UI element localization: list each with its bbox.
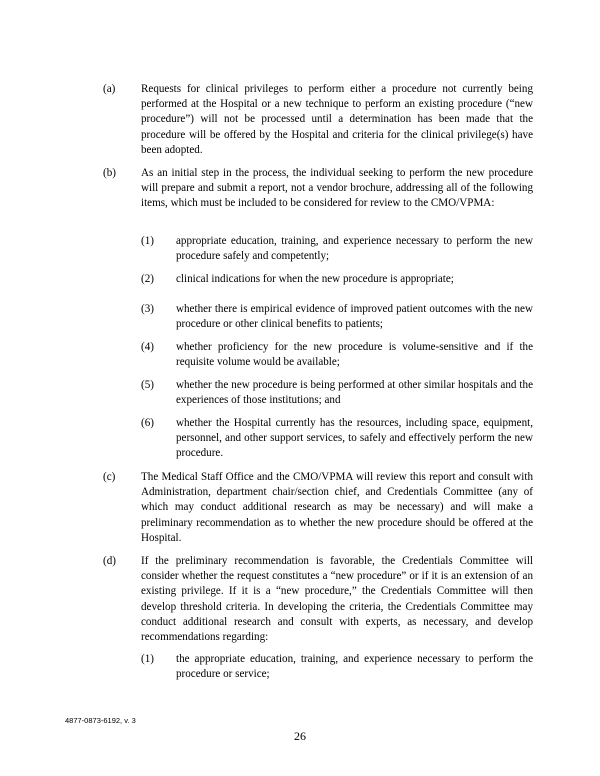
list-item-b6 [141,416,533,462]
list-item-d1-text: the appropriate education, training, and experience necessary to perform the procedure or service; [176,653,533,681]
list-item-b3 [141,302,533,332]
list-item-b3-label: (3) [141,303,154,315]
list-item-b6-text: whether the Hospital currently has the resources, including space, equipment, personnel, and other support services, to safely and effectively perform the new procedure. [176,417,533,460]
document-id: 4877-0873-6192, v. 3 [65,716,136,725]
list-item-b2-text: clinical indications for when the new procedure is appropriate; [176,273,454,285]
list-item-b4-text: whether proficiency for the new procedure is volume-sensitive and if the requisite volume would be available; [176,341,533,369]
list-item-b4-label: (4) [141,341,154,353]
page-number: 26 [294,729,306,743]
list-item-b3-text: whether there is empirical evidence of improved patient outcomes with the new procedure or other clinical benefits to patients; [176,303,533,331]
list-item-b1-text: appropriate education, training, and experience necessary to perform the new procedure safely and competently; [176,235,533,263]
list-item-d1-label: (1) [141,653,154,665]
paragraph-b-text: As an initial step in the process, the individual seeking to perform the new procedure will prepare and submit a report, not a vendor brochure, addressing all of the following items, which must be included to be considered for review to the CMO/VPMA: [141,167,533,210]
list-item-b4 [141,340,533,370]
paragraph-c-label: (c) [103,471,116,483]
paragraph-b [103,166,533,212]
list-item-b5 [141,378,533,408]
list-item-b6-label: (6) [141,417,154,429]
paragraph-a-text: Requests for clinical privileges to perform either a procedure not currently being performed at the Hospital or a new technique to perform an existing procedure (“new procedure”) will not be processed until a determination has been made that the procedure will be offered by the Hospital and criteria for the clinical privilege(s) have been adopted. [141,83,533,156]
paragraph-a [103,82,533,158]
paragraph-c-text: The Medical Staff Office and the CMO/VPMA will review this report and consult with Administration, department chair/section chief, and Credentials Committee (any of which may conduct additional research as may be necessary) and will make a preliminary recommendation as to whether the new procedure should be offered at the Hospital. [141,471,533,544]
list-item-b5-label: (5) [141,379,154,391]
paragraph-c [103,470,533,546]
paragraph-d-label: (d) [103,555,116,567]
list-item-b5-text: whether the new procedure is being performed at other similar hospitals and the experiences of those institutions; and [176,379,533,407]
list-item-d1 [141,652,533,682]
list-item-b2-label: (2) [141,273,154,285]
paragraph-b-label: (b) [103,167,116,179]
paragraph-d [103,554,533,645]
paragraph-a-label: (a) [103,83,116,95]
list-item-b1 [141,234,533,264]
paragraph-d-text: If the preliminary recommendation is favorable, the Credentials Committee will consider whether the request constitutes a “new procedure” or if it is an extension of an existing privilege. If it is a “new procedure,” the Credentials Committee will then develop threshold criteria. In developing the criteria, the Credentials Committee may conduct additional research and consult with experts, as necessary, and develop recommendations regarding: [141,555,533,644]
list-item-b1-label: (1) [141,235,154,247]
list-item-b2 [141,272,533,287]
